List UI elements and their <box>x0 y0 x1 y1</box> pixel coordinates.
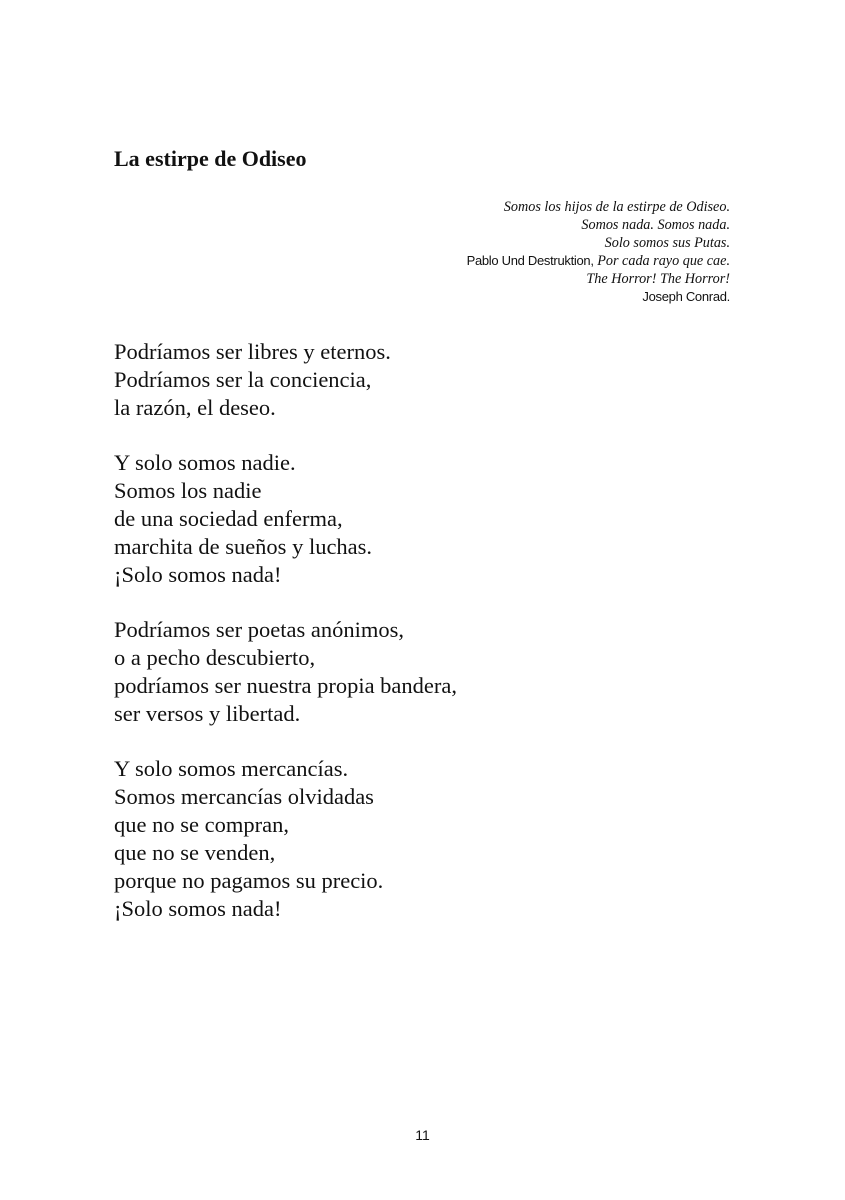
verse: ¡Solo somos nada! <box>114 562 282 587</box>
verse: ser versos y libertad. <box>114 701 301 726</box>
epigraph-line: Somos los hijos de la estirpe de Odiseo. <box>503 199 730 215</box>
stanza <box>114 449 734 589</box>
verse: marchita de sueños y luchas. <box>114 534 373 559</box>
verse: que no se compran, <box>114 812 289 837</box>
epigraph <box>310 198 730 306</box>
verse: Somos los nadie <box>114 478 262 503</box>
verse: que no se venden, <box>114 840 276 865</box>
epigraph-line: Somos nada. Somos nada. <box>581 217 730 233</box>
verse: Podríamos ser libres y eternos. <box>114 339 391 364</box>
page-number: 11 <box>415 1127 430 1143</box>
epigraph-line: The Horror! The Horror! <box>586 271 730 287</box>
stanza <box>114 616 734 728</box>
verse: la razón, el deseo. <box>114 395 276 420</box>
poem-title: La estirpe de Odiseo <box>114 146 307 171</box>
stanza <box>114 755 734 923</box>
epigraph-author: Joseph Conrad. <box>642 289 730 304</box>
epigraph-work: Por cada rayo que cae. <box>597 253 730 269</box>
verse: Y solo somos nadie. <box>114 450 296 475</box>
verse: podríamos ser nuestra propia bandera, <box>114 673 458 698</box>
epigraph-author: Pablo Und Destruktion, <box>466 253 594 268</box>
verse: Somos mercancías olvidadas <box>114 784 374 809</box>
epigraph-attribution <box>310 252 730 270</box>
verse: ¡Solo somos nada! <box>114 896 282 921</box>
epigraph-line: Solo somos sus Putas. <box>604 235 730 251</box>
poem-body <box>114 338 734 950</box>
verse: porque no pagamos su precio. <box>114 868 384 893</box>
stanza <box>114 338 734 422</box>
verse: Y solo somos mercancías. <box>114 756 349 781</box>
verse: Podríamos ser la conciencia, <box>114 367 372 392</box>
verse: de una sociedad enferma, <box>114 506 343 531</box>
verse: o a pecho descubierto, <box>114 645 316 670</box>
verse: Podríamos ser poetas anónimos, <box>114 617 404 642</box>
